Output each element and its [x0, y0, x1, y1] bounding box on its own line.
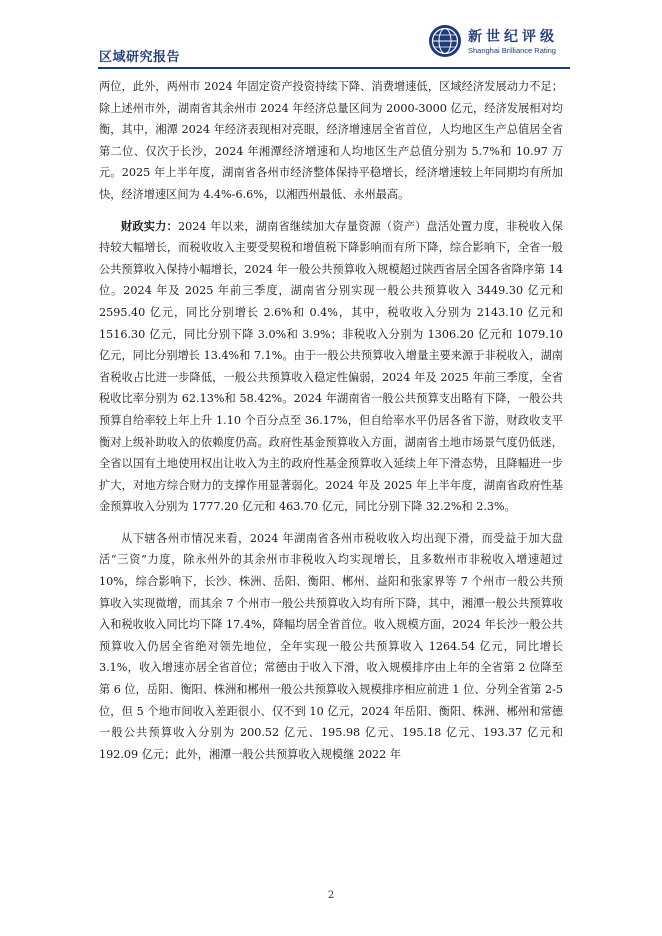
page-number: 2: [327, 890, 335, 901]
paragraph-economy: 两位，此外，两州市 2024 年固定资产投资持续下降、消费增速低，区域经济发展动力不足；除上述州市外，湖南省其余州市 2024 年经济总量区间为 2000-3000 亿元，经济发展相对均衡，其中，湘潭 2024 年经济表现相对亮眼，经济增速居全省首位，人均地区生产总值居全省第二位、仅次于长沙，2024 年湘潭经济增速和人均地区生产总值分别为 5.7%和 10.97 万元。2025 年上半年度，湖南省各州市经济整体保持平稳增长，经济增速较上年同期均有所加快，经济增速区间为 4.4%-6.6%，以湘西州最低、永州最高。: [99, 80, 563, 201]
paragraph-city-finance: 从下辖各州市情况来看，2024 年湖南省各州市税收收入均出现下滑，而受益于加大盘活“三资”力度，除永州外的其余州市非税收入均实现增长，且多数州市非税收入增速超过 10%，综合影响下，长沙、株洲、岳阳、衡阳、郴州、益阳和张家界等 7 个州市一般公共预算收入实现微增，而其余 7 个州市一般公共预算收入均有所下降，其中，湘潭一般公共预算收入和税收收入同比均下降 17.4%，降幅均居全省首位。收入规模方面，2024 年长沙一般公共预算收入仍居全省绝对领先地位，全年实现一般公共预算收入 1264.54 亿元，同比增长 3.1%，收入增速亦居全省首位；常德由于收入下滑，收入规模排序由上年的全省第 2 位降至第 6 位，岳阳、衡阳、株洲和郴州一般公共预算收入规模排序相应前进 1 位、分列全省第 2-5 位，但 5 个地市间收入差距很小、仅不到 10 亿元，2024 年岳阳、衡阳、株洲、郴州和常德一般公共预算收入分别为 200.52 亿元、195.98 亿元、195.18 亿元、193.37 亿元和 192.09 亿元；此外，湘潭一般公共预算收入规模继 2022 年: [99, 531, 563, 761]
paragraph-fiscal-strength: [99, 216, 563, 518]
fiscal-strength-heading: 财政实力：: [121, 218, 178, 233]
logo: [428, 24, 568, 68]
fiscal-strength-text: 2024 年以来，湖南省继续加大存量资源（资产）盘活处置力度，非税收入保持较大幅增长，而税收收入主要受契税和增值税下降影响而有所下降，综合影响下，全省一般公共预算收入保持小幅增长，2024 年一般公共预算收入规模超过陕西省居全国各省降序第 14 位。2024 年及 2025 年前三季度，湖南省分别实现一般公共预算收入 3449.30 亿元和 2595.40 亿元，同比分别增长 2.6%和 0.4%，其中，税收收入分别为 2143.10 亿元和 1516.30 亿元，同比分别下降 3.0%和 3.9%；非税收入分别为 1306.20 亿元和 1079.10 亿元，同比分别增长 13.4%和 7.1%。由于一般公共预算收入增量主要来源于非税收入，湖南省税收占比进一步降低，一般公共预算收入稳定性偏弱，2024 年及 2025 年前三季度，全省税收比率分别为 62.13%和 58.42%。2024 年湖南省一般公共预算支出略有下降，一般公共预算自给率较上年上升 1.10 个百分点至 36.17%，但自给率水平仍居各省下游，财政收支平衡对上级补助收入的依赖度仍高。政府性基金预算收入方面，湖南省土地市场景气度仍低迷，全省以国有土地使用权出让收入为主的政府性基金预算收入延续上年下滑态势，且降幅进一步扩大，对地方综合财力的支撑作用显著弱化。2024 年及 2025 年上半年度，湖南省政府性基金预算收入分别为 1777.20 亿元和 463.70 亿元，同比分别下降 32.2%和 2.3%。: [99, 219, 563, 514]
page-header: [0, 0, 662, 72]
logo-name-cn: 新世纪评级: [468, 29, 558, 45]
report-title: 区域研究报告: [99, 50, 181, 65]
logo-name-en: Shanghai Brilliance Rating: [468, 46, 556, 55]
globe-logo-icon: [428, 24, 462, 58]
document-body: [99, 76, 563, 765]
header-divider: [98, 67, 570, 69]
